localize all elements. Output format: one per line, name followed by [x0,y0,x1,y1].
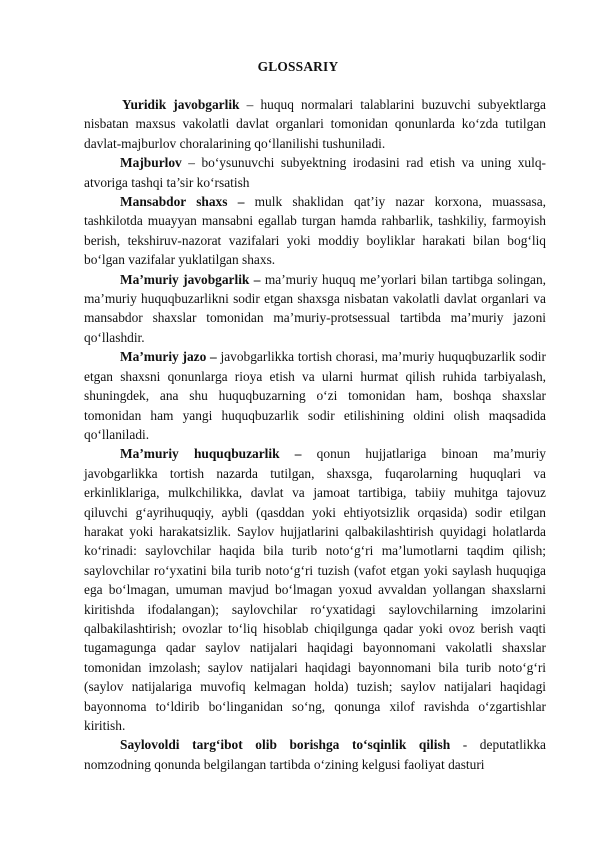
glossary-definition: mulk shaklidan qat’iy nazar korxona, muassasa, tashkilotda muayyan mansabni egallab turgan hamda rahbarlik, tashkiliy, farmoyish berish, tekshiruv-nazorat vazifalari yoki moddiy boyliklar harakati bilan bog‘liq bo‘lgan vazifalar yuklatilgan shaxs. [84,194,546,268]
glossary-entry [84,347,546,444]
glossary-term: Ma’muriy huquqbuzarlik – [120,446,302,462]
glossary-definition: – bo‘ysunuvchi subyektning irodasini rad etish va uning xulq-atvoriga tashqi ta’sir ko‘rsatish [84,155,546,190]
glossary-definition: – huquq normalari talablarini buzuvchi subyektlarga nisbatan maxsus vakolatli davlat organlari tomonidan qonunlarda ko‘zda tutilgan davlat-majburlov choralarining qo‘llanilishi tushuniladi. [84,97,547,151]
glossary-definition: qonun hujjatlariga binoan ma’muriy javobgarlikka tortish nazarda tutilgan, shaxsga, fuqarolarning huquqlari va erkinliklariga, mulkchilikka, davlat va jamoat tartibiga, tabiiy muhitga tajovuz qiluvchi g‘ayrihuquqiy, aybli (qasddan yoki ehtiyotsizlik orqasida) sodir etilgan harakat yoki harakatsizlik. Saylov hujjatlarini qalbakilashtirish quyidagi holatlarda ko‘rinadi: saylovchilar haqida bila turib noto‘g‘ri ma’lumotlarni taqdim qilish; saylovchilar ro‘yxatini bila turib noto‘g‘ri tuzish (vafot etgan yoki saylash huquqiga ega bo‘lmagan, umuman mavjud bo‘lmagan yoxud avvaldan yollangan shaxslarni kiritishda ifodalangan); saylovchilar ro‘yxatidagi saylovchilarning imzolarini qalbakilashtirish; ovozlar to‘liq hisoblab chiqilgunga qadar yoki ovoz berish vaqti tugamagunga qadar saylov natijalari haqidagi bayonnomani vakolatli shaxslar tomonidan imzolash; saylov natijalari haqidagi bayonnomani bila turib noto‘g‘ri (saylov natijalariga muvofiq kelmagan holda) tuzish; saylov natijalari haqidagi bayonnoma to‘ldirib bo‘linganidan so‘ng, qonunga xilof ravishda o‘zgartishlar kiritish. [84,446,546,733]
glossary-definition: - deputatlikka nomzodning qonunda belgilangan tartibda o‘zining kelgusi faoliyat dasturi [84,737,546,772]
page-title: GLOSSARIY [257,59,339,74]
glossary-definition: ma’muriy huquq me’yorlari bilan tartibga solingan, ma’muriy huquqbuzarlikni sodir etgan shaxsga nisbatan vakolatli davlat organlari va mansabdor shaxslar tomonidan ma’muriy-protsessual tartibda ma’muriy jazoni qo‘llashdir. [84,271,546,345]
glossary-entry [84,444,546,735]
glossary-entry [84,95,546,153]
glossary-body [84,95,546,774]
glossary-entry [84,192,546,270]
glossary-entry [84,735,546,774]
glossary-entry [84,270,546,348]
glossary-term: Ma’muriy javobgarlik – [120,271,261,287]
glossary-entry [84,153,546,192]
glossary-term: Ma’muriy jazo – [120,349,217,365]
glossary-term: Yuridik javobgarlik [122,97,240,112]
glossary-term: Saylovoldi targ‘ibot olib borishga to‘sqinlik qilish [120,737,451,753]
glossary-term: Majburlov [120,155,182,171]
glossary-definition: javobgarlikka tortish chorasi, ma’muriy huquqbuzarlik sodir etgan shaxsni qonunlarga rioya etish va ularni hurmat qilish ruhida tarbiyalash, shuningdek, ana shu huquqbuzarning o‘zi tomonidan ham, boshqa shaxslar tomonidan ham yangi huquqbuzarlik sodir etilishining oldini olish maqsadida qo‘llaniladi. [84,349,546,442]
glossary-term: Mansabdor shaxs – [120,194,245,210]
